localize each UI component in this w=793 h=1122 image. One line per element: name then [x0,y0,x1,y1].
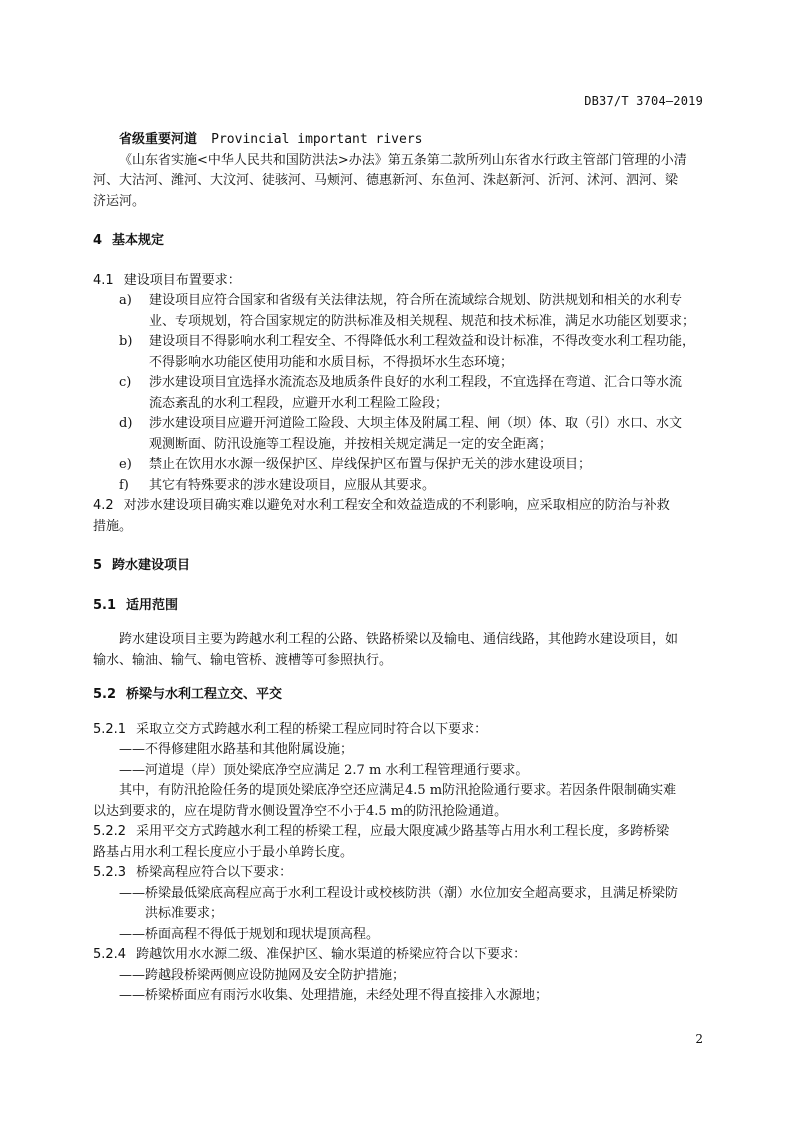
term-title-en: Provincial important rivers [211,132,423,147]
section-4-heading [93,231,705,252]
clause-5-2-4 [93,945,705,966]
list-text: 其它有特殊要求的涉水建设项目，应服从其要求。 [149,477,436,493]
section-5-2-heading [93,685,705,706]
clause-number: 5.2.1 [93,721,127,737]
dash-item: ——河道堤（岸）顶处梁底净空应满足 2.7 m 水利工程管理通行要求。 [119,762,529,778]
dash-item: ——跨越段桥梁两侧应设防抛网及安全防护措施； [119,967,406,983]
list-marker: b) [119,334,133,349]
list-text: 禁止在饮用水水源一级保护区、岸线保护区布置与保护无关的涉水建设项目； [149,457,592,472]
clause-number: 4.1 [93,272,114,288]
section-5-heading [93,556,705,577]
clause-5-2-1 [93,720,705,741]
page-number: 2 [695,1032,703,1046]
list-text: 不得影响水功能区使用功能和水质目标，不得损坏水生态环境； [149,354,514,370]
clause-text: 对涉水建设项目确实难以避免对水利工程安全和效益造成的不利影响，应采取相应的防治与补救 [123,498,670,513]
clause-4-1 [93,271,705,292]
clause-number: 5.2.2 [93,824,127,839]
list-marker: d) [119,416,133,431]
list-marker: c) [119,375,132,390]
section-title: 桥梁与水利工程立交、平交 [126,687,283,702]
dash-item: ——桥梁最低梁底高程应高于水利工程设计或校核防洪（潮）水位加安全超高要求，且满足桥梁防 [119,885,679,901]
dash-item: ——桥梁桥面应有雨污水收集、处理措施，未经处理不得直接排入水源地； [119,988,549,1003]
list-marker: a) [119,293,132,308]
section-number: 5.1 [93,597,117,613]
section-number: 5.2 [93,687,117,702]
clause-text: 采用平交方式跨越水利工程的桥梁工程，应最大限度减少路基等占用水利工程长度，多跨桥梁 [136,824,670,839]
clause-text: 跨越饮用水水源二级、准保护区、输水渠道的桥梁应符合以下要求： [136,947,527,962]
clause-number: 4.2 [93,498,114,513]
list-marker: e) [119,457,132,472]
clause-text: 采取立交方式跨越水利工程的桥梁工程应同时符合以下要求： [136,721,488,737]
list-text: 建设项目不得影响水利工程安全、不得降低水利工程效益和设计标准，不得改变水利工程功能， [149,334,696,349]
clause-text: 建设项目布置要求： [123,272,241,288]
list-item [93,455,705,476]
section-5-1-heading [93,596,705,617]
list-item [93,373,705,414]
section-title: 基本规定 [112,233,165,248]
list-text: 涉水建设项目应避开河道险工险段、大坝主体及附属工程、闸（坝）体、取（引）水口、水文 [149,416,683,431]
term-title [93,130,705,151]
clause-5-2-2 [93,822,705,843]
dash-item: ——桥面高程不得低于规划和现状堤顶高程。 [119,926,380,942]
paragraph-line: 其中，有防汛抢险任务的堤顶处梁底净空还应满足4.5 m防汛抢险通行要求。若因条件限制确实难 [119,783,677,798]
clause-text-continued: 措施。 [93,518,133,534]
list-item [93,414,705,455]
section-title: 跨水建设项目 [112,558,191,573]
paragraph-line: 以达到要求的，应在堤防背水侧设置净空不小于4.5 m的防汛抢险通道。 [93,803,508,819]
term-definition-line: 《山东省实施<中华人民共和国防洪法>办法》第五条第二款所列山东省水行政主管部门管理的小清 [119,152,687,168]
clause-text-continued: 路基占用水利工程长度应小于最小单跨长度。 [93,844,354,860]
paragraph-line: 输水、输油、输气、输电管桥、渡槽等可参照执行。 [93,652,393,668]
term-definition-line: 河、大沽河、潍河、大汶河、徒骇河、马颊河、德惠新河、东鱼河、洙赵新河、沂河、沭河、泗河、梁 [93,173,679,188]
clause-5-2-3 [93,863,705,884]
list-marker: f) [119,477,129,493]
term-definition-line: 济运河。 [93,193,146,209]
dash-item-continued: 洪标准要求； [145,906,224,921]
list-text: 流态紊乱的水利工程段，应避开水利工程险工险段； [149,395,449,411]
clause-number: 5.2.4 [93,947,127,962]
list-item [93,476,705,497]
list-text: 涉水建设项目宜选择水流流态及地质条件良好的水利工程段，不宜选择在弯道、汇合口等水流 [149,375,683,390]
list-text: 业、专项规划，符合国家规定的防洪标准及相关规程、规范和技术标准，满足水功能区划要求； [149,313,696,329]
document-id: DB37/T 3704—2019 [584,94,703,108]
list-text: 建设项目应符合国家和省级有关法律法规，符合所在流域综合规划、防洪规划和相关的水利专 [149,293,683,308]
clause-number: 5.2.3 [93,865,127,880]
clause-4-2 [93,496,705,517]
term-title-cn: 省级重要河道 [119,132,198,147]
list-text: 观测断面、防汛设施等工程设施，并按相关规定满足一定的安全距离； [149,436,553,452]
list-item [93,291,705,332]
paragraph-line: 跨水建设项目主要为跨越水利工程的公路、铁路桥梁以及输电、通信线路，其他跨水建设项目，如 [119,632,679,647]
clause-text: 桥梁高程应符合以下要求： [136,865,293,880]
section-title: 适用范围 [126,597,179,613]
page-content [93,130,705,1007]
list-item [93,332,705,373]
section-number: 4 [93,233,103,248]
section-number: 5 [93,558,103,573]
dash-item: ——不得修建阻水路基和其他附属设施； [119,742,354,757]
